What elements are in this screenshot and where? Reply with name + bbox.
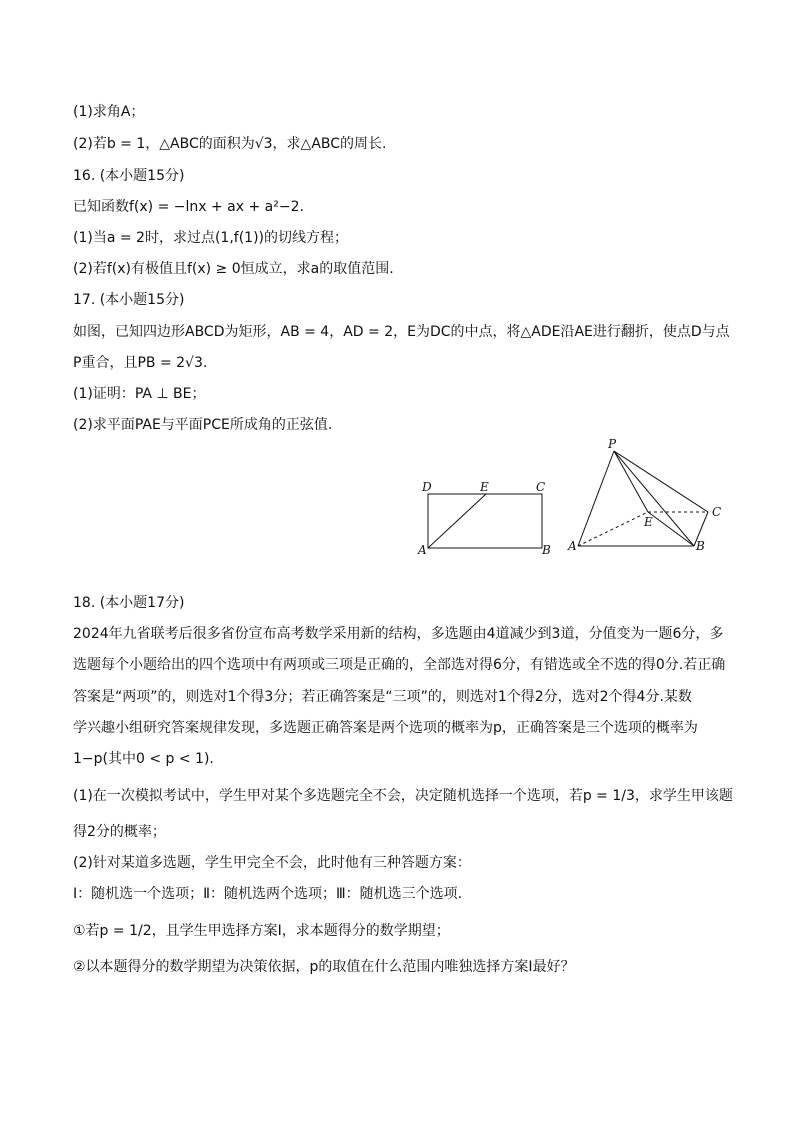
q16-header: 16. (本小题15分) (73, 168, 185, 184)
label-p: P (608, 437, 617, 451)
q18-stem-line3: 答案是“两项”的，则选对1个得3分；若正确答案是“三项”的，则选对1个得2分，选对2个得4分.某数 (73, 689, 692, 705)
q18-stem-line4: 学兴趣小组研究答案规律发现，多选题正确答案是两个选项的概率为p，正确答案是三个选项的概率为 (73, 720, 698, 736)
edge-pa (578, 451, 614, 546)
q18-stem-line5: 1−p(其中0 < p < 1). (73, 751, 214, 767)
q16-part1: (1)当a = 2时，求过点(1,f(1))的切线方程； (73, 230, 348, 246)
q18-sub1: ①若p = 1/2，且学生甲选择方案Ⅰ，求本题得分的数学期望； (73, 923, 450, 939)
edge-pc (614, 451, 708, 512)
label-e: E (644, 515, 653, 529)
q15-part2: (2)若b = 1，△ABC的面积为√3，求△ABC的周长. (73, 136, 387, 152)
label-c: C (536, 480, 546, 494)
label-b: B (542, 543, 551, 557)
q15-part1: (1)求角A； (73, 104, 145, 120)
q18-header: 18. (本小题17分) (73, 595, 185, 611)
q17-header: 17. (本小题15分) (73, 292, 185, 308)
rectangle-outline (428, 494, 542, 548)
label-c: C (712, 505, 722, 519)
label-e: E (480, 480, 489, 494)
edge-pe (614, 451, 648, 512)
q17-stem-line1: 如图，已知四边形ABCD为矩形，AB = 4，AD = 2，E为DC的中点，将△ADE沿AE进行翻折，使点D与点 (73, 324, 730, 340)
q18-part1-line1: (1)在一次模拟考试中，学生甲对某个多选题完全不会，决定随机选择一个选项，若p = 1/3，求学生甲该题 (73, 788, 733, 804)
q17-part2: (2)求平面PAE与平面PCE所成角的正弦值. (73, 417, 333, 433)
q18-part1-line2: 得2分的概率； (73, 824, 166, 840)
label-b: B (696, 539, 705, 553)
q16-part2: (2)若f(x)有极值且f(x) ≥ 0恒成立，求a的取值范围. (73, 261, 394, 277)
label-a: A (568, 539, 577, 553)
q17-part1: (1)证明：PA ⊥ BE； (73, 386, 206, 402)
edge-eb (648, 512, 694, 546)
q18-stem-line1: 2024年九省联考后很多省份宣布高考数学采用新的结构，多选题由4道减少到3道，分值变为一题6分，多 (73, 626, 724, 642)
q18-part2-line2: Ⅰ：随机选一个选项；Ⅱ：随机选两个选项；Ⅲ：随机选三个选项. (73, 886, 463, 902)
rectangle-abcd-figure (410, 478, 560, 558)
edge-pb (614, 451, 694, 546)
q18-stem-line2: 选题每个小题给出的四个选项中有两项或三项是正确的，全部选对得6分，有错选或全不选的得0分.若正确 (73, 657, 726, 673)
q18-sub2: ②以本题得分的数学期望为决策依据，p的取值在什么范围内唯独选择方案Ⅰ最好？ (73, 959, 575, 975)
folded-pyramid-figure (560, 436, 730, 558)
q18-part2-line1: (2)针对某道多选题，学生甲完全不会，此时他有三种答题方案： (73, 855, 471, 871)
label-d: D (422, 480, 432, 494)
label-a: A (418, 543, 427, 557)
segment-ae (428, 494, 486, 548)
q16-stem: 已知函数f(x) = −lnx + ax + a²−2. (73, 199, 304, 215)
q17-stem-line2: P重合，且PB = 2√3. (73, 355, 208, 371)
